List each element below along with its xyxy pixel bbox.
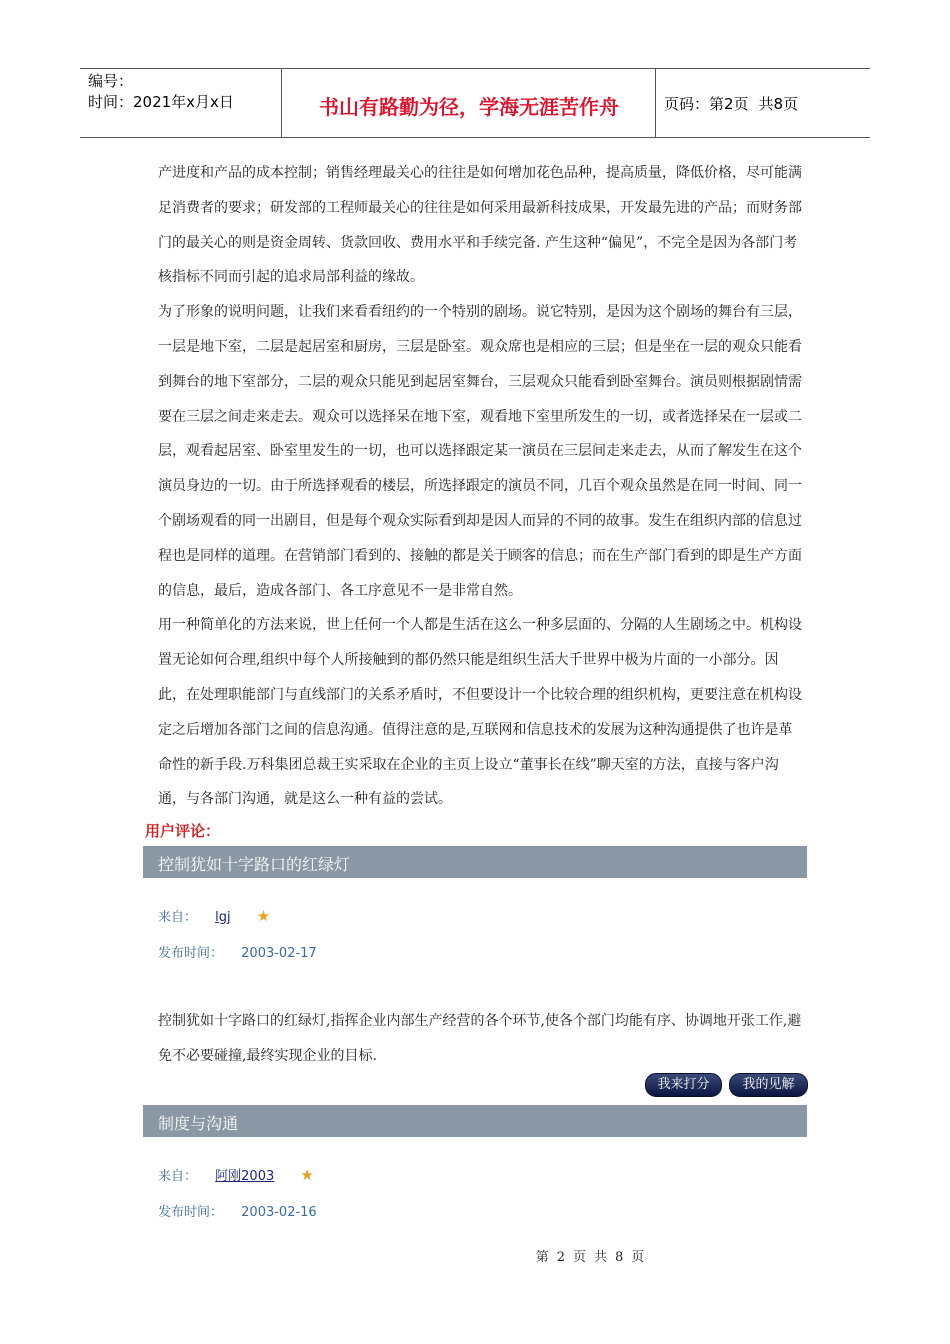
opinion-button[interactable]: 我的见解 bbox=[729, 1073, 808, 1097]
article-body bbox=[158, 156, 806, 817]
paragraph: 产进度和产品的成本控制；销售经理最关心的往往是如何增加花色品种，提高质量，降低价格，尽可能满足消费者的要求；研发部的工程师最关心的往往是如何采用最新科技成果，开发最先进的产品；而财务部门的最关心的则是资金周转、货款回收、费用水平和手续完备. 产生这种“偏见”，不完全是因为各部门考核指标不同而引起的追求局部利益的缘故。 bbox=[158, 165, 802, 286]
footer-ye: 页 bbox=[572, 1250, 586, 1265]
comment-author-row bbox=[158, 906, 270, 925]
comment-content: 控制犹如十字路口的红绿灯,指挥企业内部生产经营的各个环节,使各个部门均能有序、协调地开张工作,避免不必要碰撞,最终实现企业的目标. bbox=[158, 1013, 802, 1064]
footer-gong: 共 bbox=[594, 1250, 608, 1265]
comment-title-bar bbox=[143, 1105, 807, 1137]
star-icon: ★ bbox=[256, 907, 271, 925]
rate-button[interactable]: 我来打分 bbox=[645, 1073, 722, 1097]
time-label: 发布时间： bbox=[158, 946, 224, 961]
paragraph: 用一种简单化的方法来说，世上任何一个人都是生活在这么一种多层面的、分隔的人生剧场之中。机构设置无论如何合理,组织中每个人所接触到的都仍然只能是组织生活大千世界中极为片面的一小部分。因此，在处理职能部门与直线部门的关系矛盾时，不但要设计一个比较合理的组织机构，更要注意在机构设定之后增加各部门之间的信息沟通。值得注意的是,互联网和信息技术的发展为这种沟通提供了也许是革命性的新手段.万科集团总裁王实采取在企业的主页上设立“董事长在线”聊天室的方法，直接与客户沟通，与各部门沟通，就是这么一种有益的尝试。 bbox=[158, 617, 802, 808]
total-label: 共8页 bbox=[758, 95, 799, 113]
author-link[interactable]: lgj bbox=[215, 910, 231, 925]
header-meta bbox=[88, 71, 234, 113]
comment-date: 2003-02-17 bbox=[241, 946, 317, 961]
from-label: 来自： bbox=[158, 1169, 198, 1184]
comment-date-row bbox=[158, 942, 317, 961]
page-footer bbox=[0, 1246, 950, 1265]
comment-title-bar bbox=[143, 846, 807, 878]
comment-title: 制度与沟通 bbox=[158, 1114, 239, 1133]
comments-heading: 用户评论： bbox=[145, 822, 221, 840]
comment-title: 控制犹如十字路口的红绿灯 bbox=[158, 855, 351, 874]
footer-ye2: 页 bbox=[631, 1250, 645, 1265]
page-header bbox=[80, 68, 870, 138]
footer-total: 8 bbox=[615, 1250, 624, 1265]
page-indicator bbox=[664, 93, 798, 114]
time-label: 发布时间： bbox=[158, 1205, 224, 1220]
star-icon: ★ bbox=[300, 1166, 314, 1184]
time-label: 时间：2021年x月x日 bbox=[88, 93, 234, 111]
comment-date-row bbox=[158, 1201, 317, 1220]
author-link[interactable]: 阿刚2003 bbox=[215, 1169, 275, 1184]
from-label: 来自： bbox=[158, 910, 198, 925]
comment-date: 2003-02-16 bbox=[241, 1205, 317, 1220]
paragraph: 为了形象的说明问题，让我们来看看纽约的一个特别的剧场。说它特别，是因为这个剧场的舞台有三层，一层是地下室，二层是起居室和厨房，三层是卧室。观众席也是相应的三层；但是坐在一层的观众只能看到舞台的地下室部分，二层的观众只能见到起居室舞台，三层观众只能看到卧室舞台。演员则根据剧情需要在三层之间走来走去。观众可以选择呆在地下室，观看地下室里所发生的一切，或者选择呆在一层或二层，观看起居室、卧室里发生的一切，也可以选择跟定某一演员在三层间走来走去，从而了解发生在这个演员身边的一切。由于所选择观看的楼层，所选择跟定的演员不同，几百个观众虽然是在同一时间、同一个剧场观看的同一出剧目，但是每个观众实际看到却是因人而异的不同的故事。发生在组织内部的信息过程也是同样的道理。在营销部门看到的、接触的都是关于顾客的信息；而在生产部门看到的即是生产方面的信息，最后，造成各部门、各工序意见不一是非常自然。 bbox=[158, 304, 802, 599]
motto: 书山有路勤为径，学海无涯苦作舟 bbox=[319, 95, 619, 119]
page-label: 页码：第2页 bbox=[664, 95, 749, 113]
footer-page: 2 bbox=[556, 1250, 565, 1265]
comment-author-row bbox=[158, 1165, 314, 1184]
number-label: 编号： bbox=[88, 72, 134, 90]
footer-di: 第 bbox=[535, 1250, 549, 1265]
